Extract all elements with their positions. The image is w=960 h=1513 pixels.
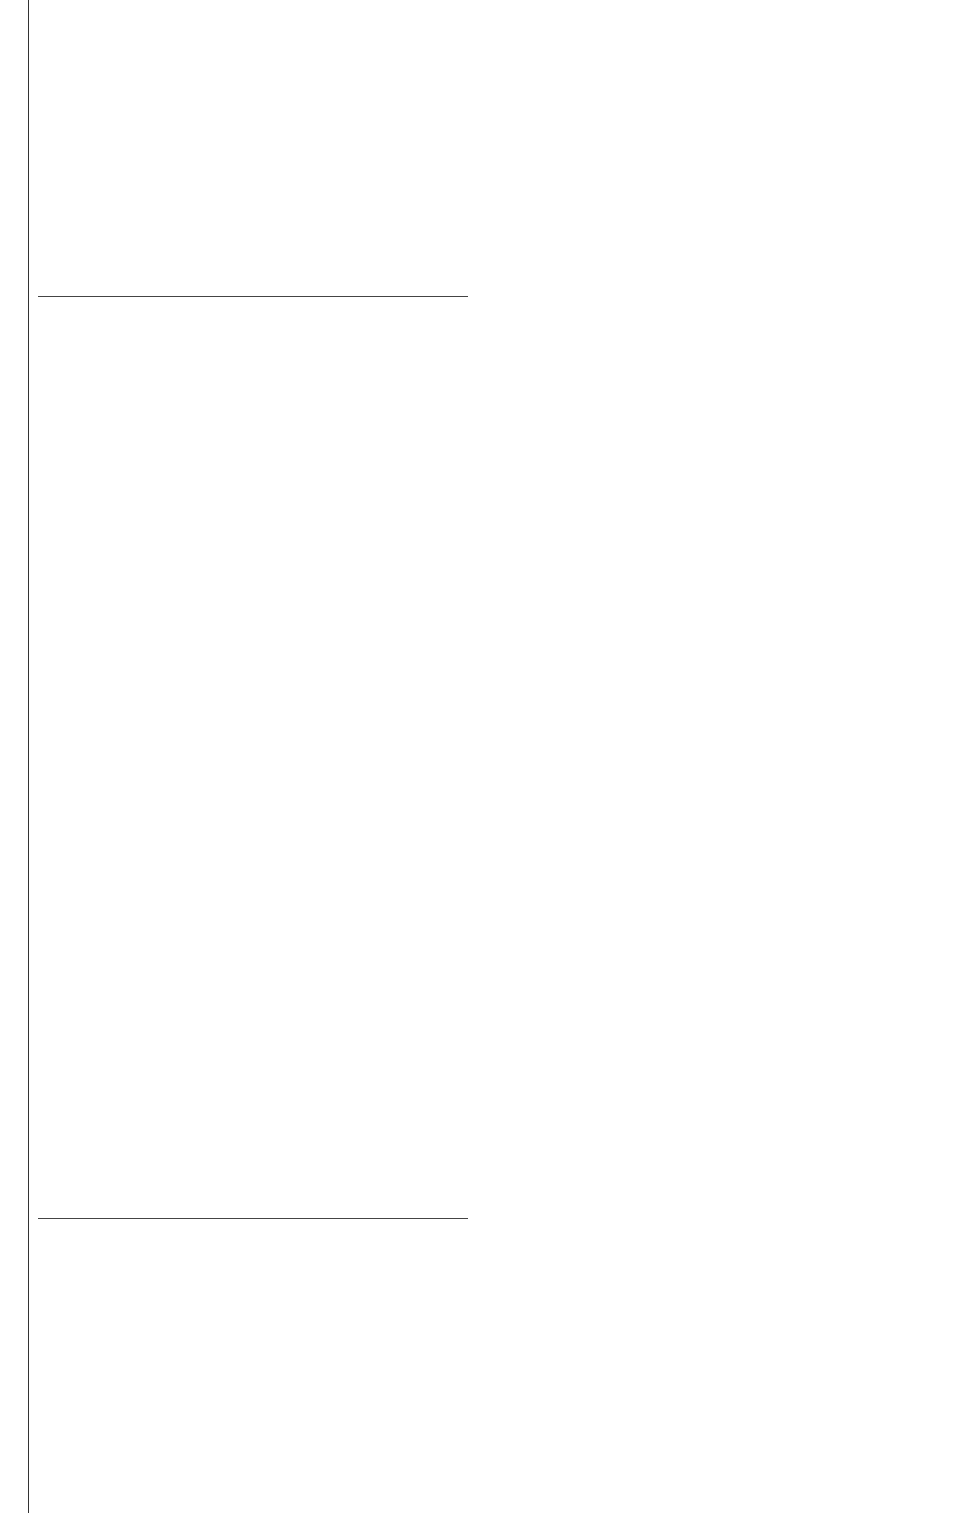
pull-quote-top-rule <box>38 296 468 297</box>
pull-quote-bottom-rule <box>38 1218 468 1219</box>
margin-rule <box>28 0 29 1513</box>
running-header <box>4 0 24 160</box>
